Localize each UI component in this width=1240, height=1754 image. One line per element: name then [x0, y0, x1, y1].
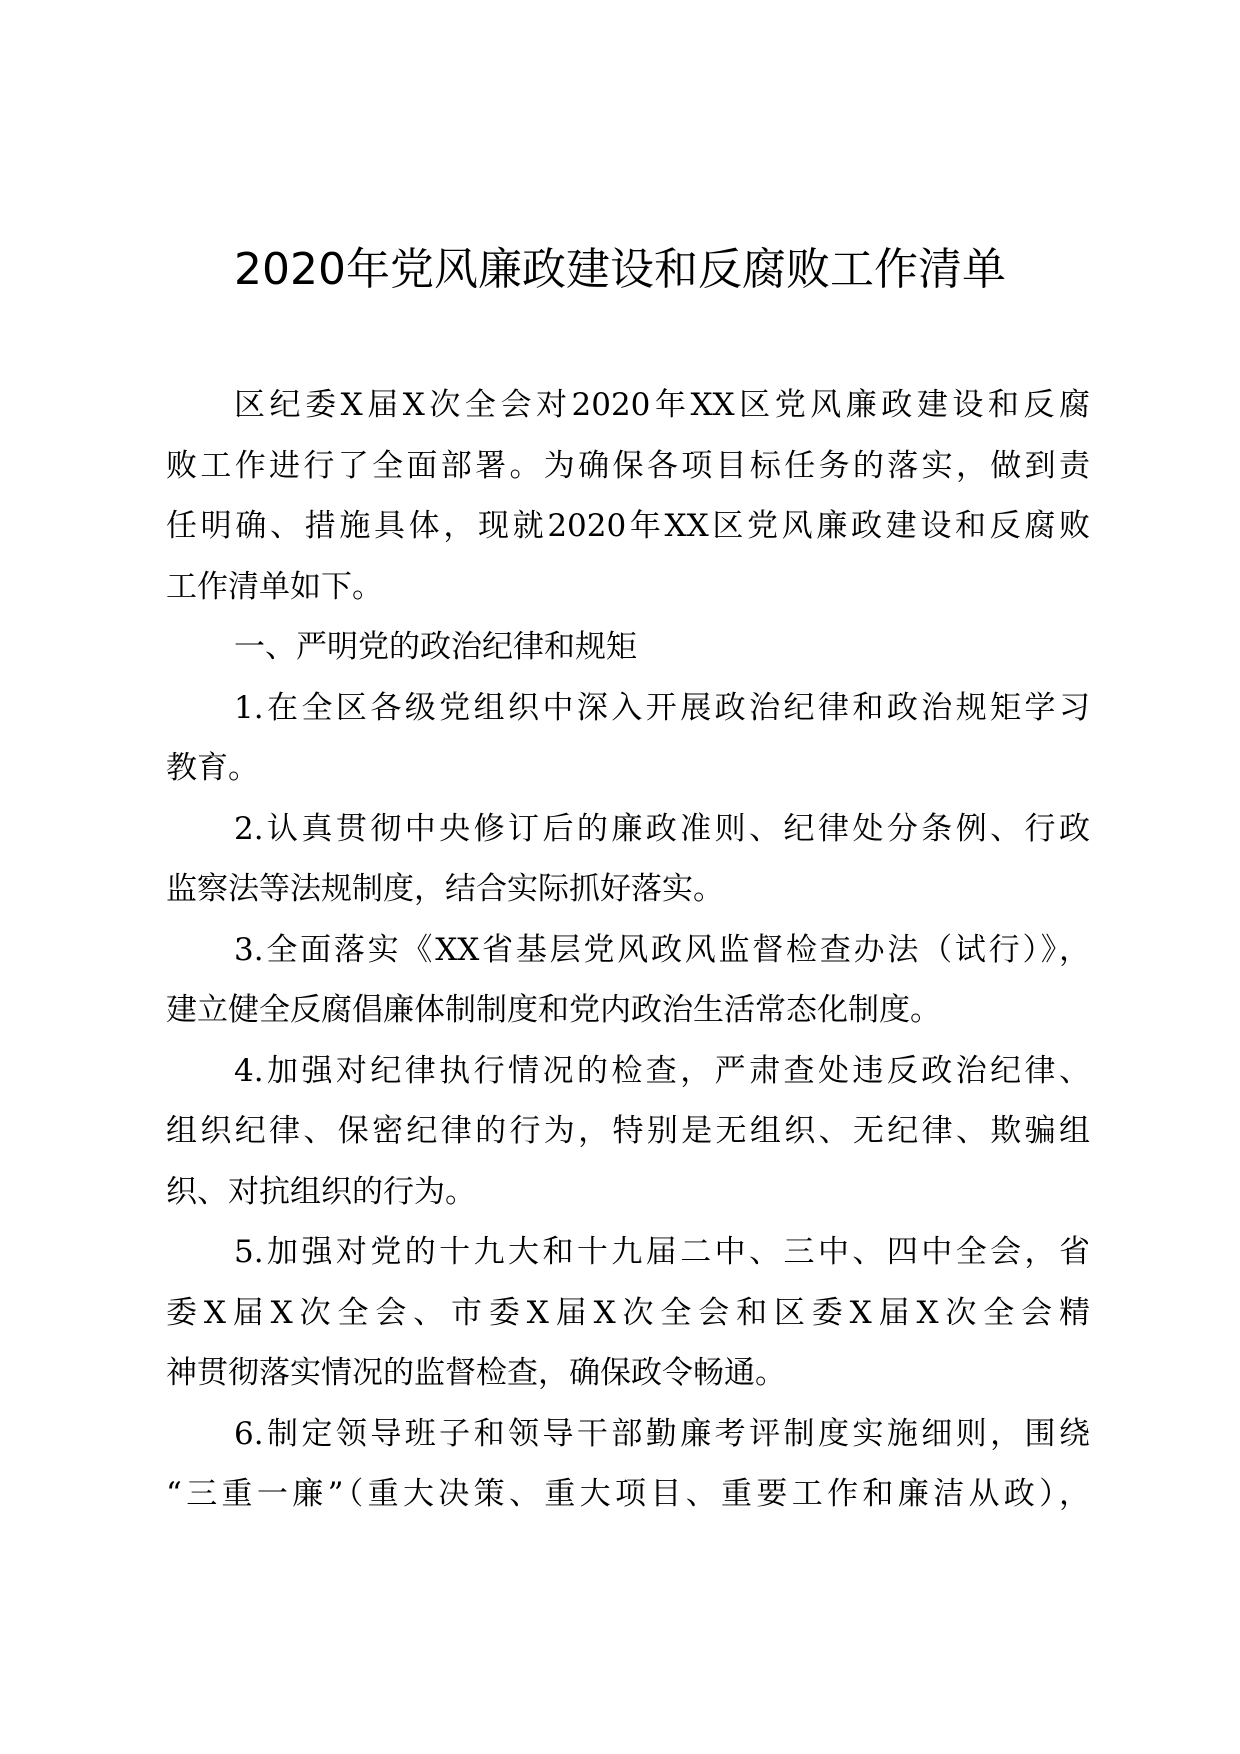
text-line: 监察法等法规制度，结合实际抓好落实。: [166, 871, 724, 907]
text-line: 1.在全区各级党组织中深入开展政治纪律和政治规矩学习: [234, 689, 1090, 726]
text-line: 工作清单如下。: [166, 568, 383, 605]
text-line: 6.制定领导班子和领导干部勤廉考评制度实施细则，围绕: [234, 1415, 1090, 1452]
paragraph: [166, 617, 1090, 678]
paragraph: [166, 1404, 1090, 1525]
paragraph: [166, 1222, 1090, 1404]
text-line: 委X届X次全会、市委X届X次全会和区委X届X次全会精: [166, 1294, 1090, 1331]
document-title: 2020年党风廉政建设和反腐败工作清单: [234, 244, 1006, 295]
paragraph: [166, 1041, 1090, 1223]
text-line: 建立健全反腐倡廉体制制度和党内政治生活常态化制度。: [166, 992, 941, 1028]
text-line: 4.加强对纪律执行情况的检查，严肃查处违反政治纪律、: [234, 1052, 1090, 1089]
text-line: 败工作进行了全面部署。为确保各项目标任务的落实，做到责: [166, 447, 1090, 484]
text-line: 5.加强对党的十九大和十九届二中、三中、四中全会，省: [234, 1234, 1090, 1270]
text-line: 神贯彻落实情况的监督检查，确保政令畅通。: [166, 1355, 786, 1391]
paragraph: [166, 920, 1090, 1041]
text-line: 区纪委X届X次全会对2020年XX区党风廉政建设和反腐: [234, 387, 1090, 423]
paragraph: [166, 678, 1090, 799]
text-line: 组织纪律、保密纪律的行为，特别是无组织、无纪律、欺骗组: [166, 1113, 1090, 1149]
text-line: 任明确、措施具体，现就2020年XX区党风廉政建设和反腐败: [166, 508, 1090, 544]
text-line: 一、严明党的政治纪律和规矩: [234, 629, 637, 665]
text-line: “三重一廉”（重大决策、重大项目、重要工作和廉洁从政），: [166, 1476, 1090, 1512]
text-line: 织、对抗组织的行为。: [166, 1173, 476, 1210]
paragraph: [166, 799, 1090, 920]
paragraph: [166, 375, 1090, 617]
text-line: 3.全面落实《XX省基层党风政风监督检查办法（试行）》，: [234, 931, 1090, 968]
text-line: 教育。: [166, 750, 259, 786]
text-line: 2.认真贯彻中央修订后的廉政准则、纪律处分条例、行政: [234, 810, 1090, 847]
document-body: [166, 375, 1090, 1525]
